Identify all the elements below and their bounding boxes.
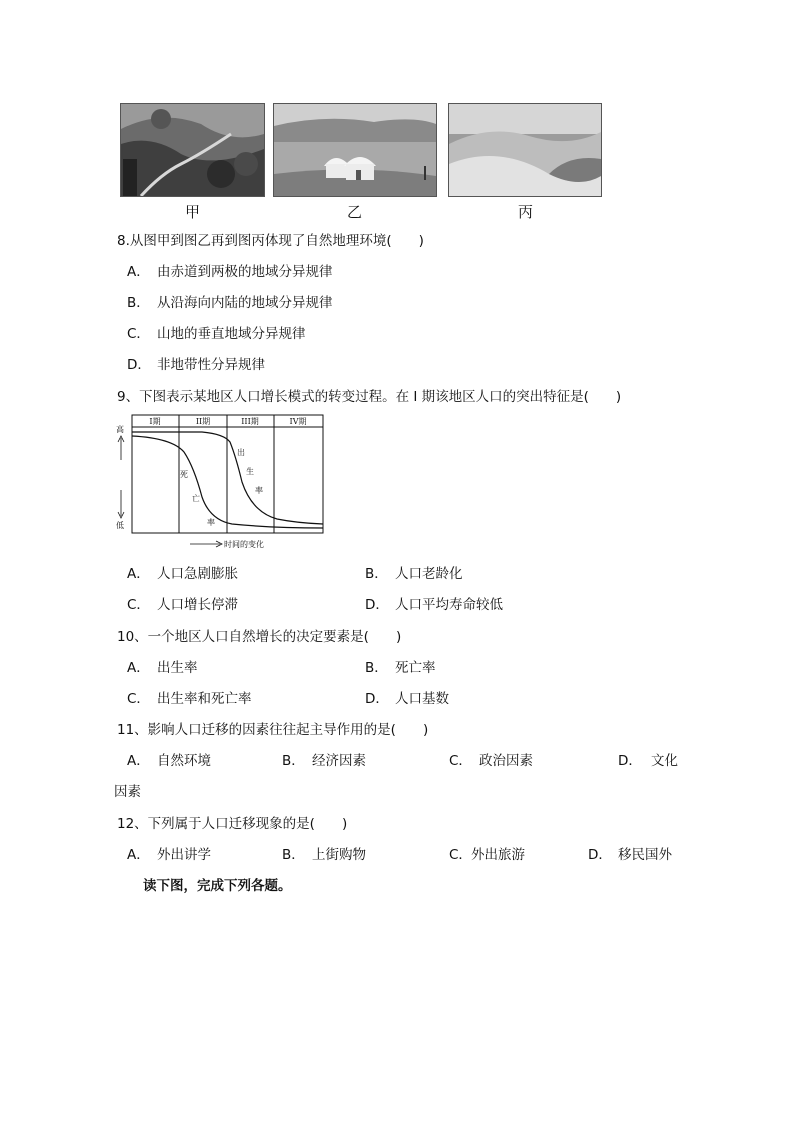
caption-jia: 甲 [185, 203, 201, 221]
q12-option-a[interactable]: A． 外出讲学 [127, 847, 211, 863]
phase-label-2: II期 [195, 417, 211, 426]
caption-yi: 乙 [347, 203, 363, 221]
grassland-yurt-photo [273, 103, 437, 197]
q11-option-c[interactable]: C． 政治因素 [449, 753, 533, 769]
forest-mountain-photo [120, 103, 265, 197]
q9-option-c[interactable]: C． 人口增长停滞 [127, 597, 238, 613]
q9-option-d[interactable]: D． 人口平均寿命较低 [365, 597, 503, 613]
question-8-stem: 8.从图甲到图乙再到图丙体现了自然地理环境( ) [117, 233, 424, 249]
question-12-stem: 12、下列属于人口迁移现象的是( ) [117, 816, 348, 832]
instruction-text: 读下图，完成下列各题。 [143, 878, 292, 894]
x-axis-label: 时间的变化 [224, 540, 264, 549]
phase-label-4: IV期 [289, 417, 307, 426]
q10-option-b[interactable]: B． 死亡率 [365, 660, 436, 676]
q8-option-b[interactable]: B． 从沿海向内陆的地域分异规律 [127, 295, 333, 311]
q11-option-b[interactable]: B． 经济因素 [282, 753, 366, 769]
q8-option-a[interactable]: A． 由赤道到两极的地域分异规律 [127, 264, 333, 280]
question-9-stem: 9、下图表示某地区人口增长模式的转变过程。在 I 期该地区人口的突出特征是( ) [117, 389, 622, 405]
q11-option-d[interactable]: D． 文化 [618, 753, 678, 769]
birth-rate-char-1: 出 [237, 448, 245, 457]
birth-rate-char-2: 生 [246, 467, 254, 476]
q8-option-c[interactable]: C． 山地的垂直地域分异规律 [127, 326, 306, 342]
death-rate-char-1: 死 [180, 470, 188, 479]
q12-option-b[interactable]: B． 上街购物 [282, 847, 366, 863]
y-axis-low: 低 [116, 521, 124, 530]
q9-option-b[interactable]: B． 人口老龄化 [365, 566, 463, 582]
q12-option-d[interactable]: D． 移民国外 [588, 847, 672, 863]
q10-option-d[interactable]: D． 人口基数 [365, 691, 449, 707]
population-transition-chart [112, 412, 327, 552]
question-11-stem: 11、影响人口迁移的因素往往起主导作用的是( ) [117, 722, 429, 738]
death-rate-char-3: 率 [207, 518, 215, 527]
phase-label-3: III期 [241, 417, 259, 426]
q9-option-a[interactable]: A． 人口急剧膨胀 [127, 566, 238, 582]
desert-dune-photo [448, 103, 602, 197]
y-axis-high: 高 [116, 425, 124, 434]
death-rate-char-2: 亡 [192, 494, 200, 503]
q12-option-c[interactable]: C．外出旅游 [449, 847, 525, 863]
q10-option-a[interactable]: A． 出生率 [127, 660, 198, 676]
q8-option-d[interactable]: D． 非地带性分异规律 [127, 357, 265, 373]
q11-option-a[interactable]: A． 自然环境 [127, 753, 211, 769]
birth-rate-char-3: 率 [255, 486, 263, 495]
phase-label-1: I期 [149, 417, 161, 426]
caption-bing: 丙 [518, 203, 534, 221]
q10-option-c[interactable]: C． 出生率和死亡率 [127, 691, 252, 707]
question-10-stem: 10、一个地区人口自然增长的决定要素是( ) [117, 629, 402, 645]
q11-option-d-wrap: 因素 [114, 784, 141, 800]
